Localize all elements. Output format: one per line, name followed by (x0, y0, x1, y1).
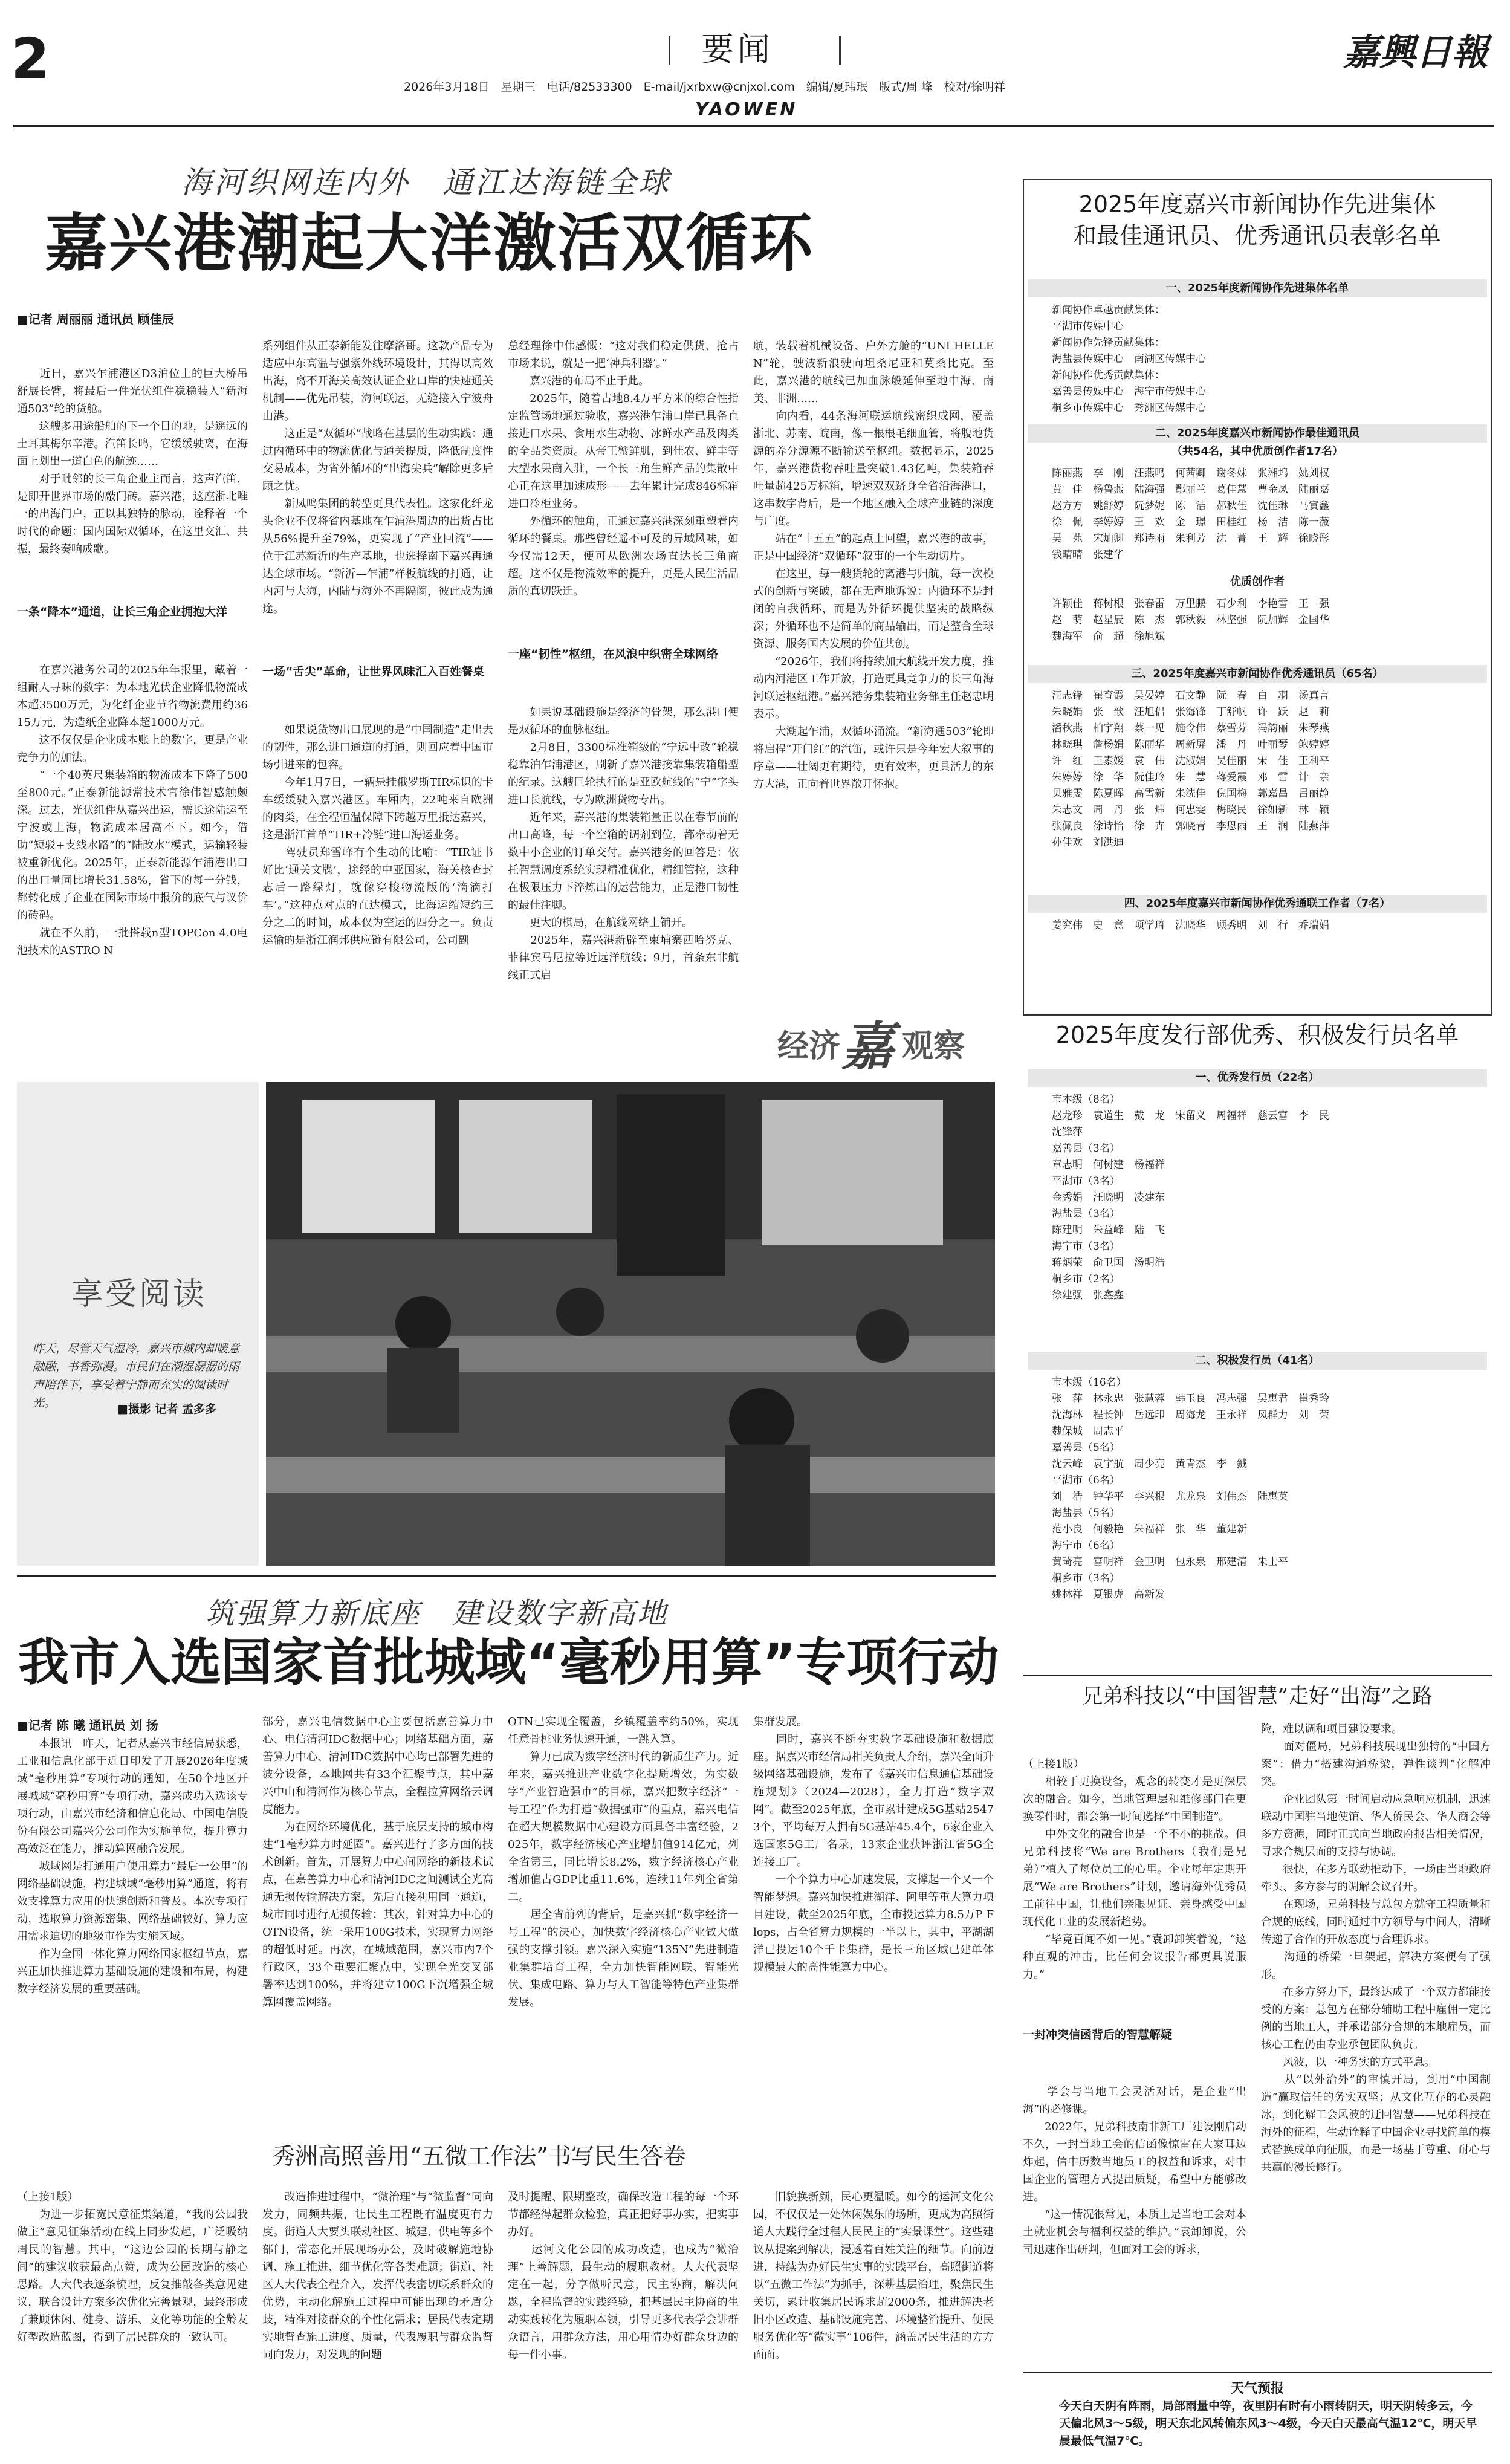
honor-section-3-body: 汪志锋 崔育霞 吴晏婷 石文静 阮 春 白 羽 汤真言 朱晓娟 张 歆 汪旭侣 张海锋 丁舒帆 许 跃 赵 莉 潘秋燕 柏宇翔 蔡一见 施令伟 蔡雪芬 冯韵丽 朱琴燕 林晓琪 詹杨娟 陈丽华 周新屏 潘 丹 叶丽琴 鲍婷婷 许 红 王素媛 袁 伟 沈淑娟 吴佳丽 宋 佳 王利平 朱婷婷 徐 华 阮佳玲 朱 慧 蒋爱霞 邓 雷 计 亲 贝雅雯 陈夏晖 高雪新 朱洗佳 倪国梅 郭嘉昌 吕丽静 朱志文 周 丹 张 炜 何忠雯 梅晓民 徐如新 林 颖 张佩良 徐诗怡 徐 卉 郭晓青 李恩雨 王 润 陆燕萍 孙佳欢 刘洪迪 (1052, 690, 1329, 849)
brothers-headline: 兄弟科技以“中国智慧”走好“出海”之路 (1082, 1684, 1433, 1708)
compute-kicker: 筑强算力新底座 建设数字新高地 (206, 1597, 669, 1630)
compute-column-1: 本报讯 昨天，记者从嘉兴市经信局获悉，工业和信息化部于近日印发了开展2026年度城域“毫秒用算”专项行动的通知，在50个地区开展城域“毫秒用算”专项行动，嘉兴成功入选该专项行动，由嘉兴市经济和信息化局、中国电信股份有限公司嘉兴分公司作为实施单位，提升算力高效泛在能力，推动算网融合发展。 城域网是打通用户使用算力“最后一公里”的网络基础设施，构建城域“毫秒用算”通道，将有效支撑算力应用的快速创新和普及。本次专项行动，选取算力资源密集、网络基础较好、算力应用需求迫切的地级市作为实施区域。 作为全国一体化算力网络国家枢纽节点，嘉兴正加快推进算力基础设施的建设和布局，构建数字经济发展的重要基础。 (17, 1737, 248, 1996)
honor-section-2-subtitle: （共54名，其中优质创作者17名） (1171, 445, 1344, 458)
distribution-section-2-body: 市本级（16名） 张 萍 林永忠 张慧蓉 韩玉良 冯志强 吴惠君 崔秀玲 沈海林 程长钟 岳远印 周海龙 王永祥 凤群力 刘 荣 魏保城 周志平 嘉善县（5名） 沈云峰 袁宇航 周少亮 黄青杰 李 銊 平湖市（6名） 刘 浩 钟华平 李兴根 尤龙泉 刘伟杰 陆惠英 海盐县（5名） 范小良 何毅艳 朱福祥 张 华 董建新 海宁市（6名） 黄琦亮 富明祥 金卫明 包永泉 邢建清 朱士平 桐乡市（3名） 姚林祥 夏银虎 高新发 (1052, 1376, 1329, 1601)
compute-headline: 我市入选国家首批城域“毫秒用算”专项行动 (18, 1633, 999, 1692)
distribution-section-1-body: 市本级（8名） 赵龙珍 袁道生 戴 龙 宋留义 周福祥 慈云富 李 民 沈锋萍 嘉善县（3名） 章志明 何树建 杨福祥 平湖市（3名） 金秀娟 汪晓明 凌建东 海盐县（3名） 陈建明 朱益峰 陆 飞 海宁市（3名） 蒋炳荣 俞卫国 汤明浩 桐乡市（2名） 徐建强 张鑫鑫 (1052, 1094, 1329, 1302)
library-reading-photo (266, 1082, 995, 1566)
distribution-title: 2025年度发行部优秀、积极发行员名单 (1055, 1022, 1459, 1048)
lead-col1b-text: 在嘉兴港务公司的2025年年报里，藏着一组耐人寻味的数字：为本地光伏企业降低物流成本超3500万元，为化纤企业节省物流费用约3615万元，为造纸企业降本超1000万元。 这不仅仅是企业成本账上的数字，更是产业竞争力的加法。 “一个40英尺集装箱的物流成本下降了500至800元。”正泰新能源常技术官徐伟智感触颇深。过去，光伏组件从嘉兴出运，需长途陆运至宁波或上海，物流成本居高不下。如今，借助“短驳+支线水路”的“陆改水”模式，运输轻装被重新优化。2025年，正泰新能源乍浦港出口的出口量同比增长31.58%，省下的每一分钱，都转化成了企业在国际市场中报价的底气与议价的砖码。 就在不久前，一批搭载n型TOPCon 4.0电池技术的ASTRO N (17, 664, 248, 957)
paper-name-logo: 嘉興日報 (1343, 31, 1488, 74)
masthead-rule (13, 125, 1494, 127)
photo-caption-text: 昨天，尽管天气湿冷，嘉兴市城内却暖意融融，书香弥漫。市民们在潮湿潺潺的雨声陪伴下，享受着宁静而充实的阅读时光。 (33, 1342, 240, 1410)
lead-col4-text: 航，装载着机械设备、户外方舱的“UNI HELLEN”轮，驶波新浪驶向坦桑尼亚和莫桑比克。至此，嘉兴港的航线已加血脉般延伸至地中海、南美、非洲…… 向内看，44条海河联运航线密织成网，覆盖浙北、苏南、皖南，像一根根毛细血管，将腹地货源的养分源源不断输送至枢纽。数据显示，2025年，嘉兴港货物吞吐量突破1.43亿吨，集装箱吞吐量超425万标箱，增速双双跻身全省沿海港口，这串数字背后，是一个地区融入全球产业链的深度与广度。 站在“十五五”的起点上回望，嘉兴港的故事，正是中国经济“双循环”叙事的一个生动切片。 在这里，每一艘货轮的离港与归航，每一次模式的创新与突破，都在无声地诉说：内循环不是封闭的自我循环，而是为外循环提供坚实的战略纵深；外循环也不是简单的商品输出，而是整合全球资源、服务国内发展的价值共创。 “2026年，我们将持续加大航线开发力度，推动内河港区工作开放，打造更具竞争力的长三角海河联运枢纽港。”嘉兴港务集装箱业务部主任赵忠明表示。 大潮起乍浦，双循环涌流。“新海通503”轮即将启程“开门红”的汽笛，或许只是今年宏大叙事的序章——壮阔更有期待，更有效率，更具活力的东方大港，正向着世界敞开怀抱。 (753, 340, 994, 791)
compute-column-3: OTN已实现全覆盖，乡镇覆盖率约50%，实现任意骨桩业务快速开通，一跳入算。 算力已成为数字经济时代的新质生产力。近年来，嘉兴推进产业数字化提质增效，为实数字“产业智造强市”的目标，嘉兴把数字经济“一号工程”作为打造“数据强市”的重点，嘉兴电信在超大规模数据中心建设方面具备丰富经验，2025年，数字经济核心产业增加值914亿元，列全省第三，同比增长8.2%，数字经济核心产业增加值占GDP比重11.6%，连续11年列全省第二。 居全省前列的背后，是嘉兴抓“数字经济一号工程”的决心，加快数字经济核心产业做大做强的支撑引领。嘉兴深入实施“135N”先进制造业集群培育工程，全力加快智能网联、智能光伏、集成电路、算力与人工智能等特色产业集群发展。 (508, 1716, 739, 2009)
section-title: 要闻 (701, 30, 774, 68)
photo-credit: ■摄影 记者 孟多多 (117, 1402, 217, 1416)
lead-column-3 (508, 302, 739, 1074)
honor-section-3-title: 三、2025年度嘉兴市新闻协作优秀通讯员（65名） (1028, 665, 1487, 683)
brothers-rule (1023, 1675, 1492, 1676)
honor-section-4-body: 姜究伟 史 意 项学琦 沈晓华 顾秀明 刘 行 乔瑞娟 (1052, 919, 1329, 932)
economy-logo-text-2: 嘉 (841, 1016, 893, 1077)
wuge-column-4: 旧貌换新颜，民心更温暖。如今的运河文化公园，不仅仅是一处休闲娱乐的场所，更成为高照街道人大践行全过程人民民主的“实景课堂”。这些建议从提案到解决，浸透着百姓关注的细节。向前迈进，持续为办好民生实事的实践平台，高照街道将以“五微工作法”为抓手，深耕基层治理，聚焦民生关切，累计收集居民诉求超2000条，推进解决老旧小区改造、基础设施完善、环境整治提升、便民服务优化等“微实事”106件，涵盖居民生活的方方面面。 (753, 2191, 994, 2361)
economy-logo-text-1: 经济 (777, 1028, 841, 1065)
honor-section-4-title: 四、2025年度嘉兴市新闻协作优秀通联工作者（7名） (1028, 895, 1487, 913)
weather-text: 今天白天阴有阵雨，局部雨量中等，夜里阴有时有小雨转阴天，明天阴转多云，今天偏北风3～5级，明天东北风转偏东风3～4级，今天白天最高气温12℃，明天早晨最低气温7℃。 (1059, 2399, 1477, 2448)
brothers-subhead: 一封冲突信函背后的智慧解疑 (1023, 2028, 1173, 2041)
lead-subhead-3: 一座“韧性”枢纽，在风浪中织密全球网络 (508, 647, 718, 661)
economy-logo-text-3: 观察 (902, 1028, 965, 1065)
wuge-column-2: 改造推进过程中，“微治理”与“微监督”同向发力，同频共振，让民生工程既有温度更有力度。街道人大要头联动社区、城建、供电等多个部门，常态化开展现场办公，及时破解施地协调、施工推进、细节优化等各类难题；街道、社区人大代表全程介入，发挥代表密切联系群众的优势，主动化解施工过程中可能出现的矛盾分歧，精准对接群众的个性化需求；居民代表定期实地督查施工进度、质量，代表履职与群众监督同向发力，对发现的问题 (262, 2191, 493, 2361)
honor-section-2-body: 陈丽燕 李 刚 汪燕鸣 何茜卿 谢冬妹 张湘坞 姚刘权 黄 佳 杨鲁燕 陆海强 鄢丽兰 葛佳慧 曹金凤 陆丽嘉 赵方方 姚舒婷 阮梦妮 陈 洁 郝秋佳 沈佳琳 马寅鑫 徐 佩 李婷婷 王 欢 金 璟 田桂红 杨 洁 陈一薇 吴 苑 宋灿卿 郑诗雨 朱利芳 沈 菁 王 辉 徐晓彤 钱晴晴 张建华 (1052, 467, 1329, 561)
lead-column-1 (17, 330, 248, 1074)
date-line: 2026年3月18日 星期三 电话/82533300 E-mail/jxrbxw@cnjxol.com 编辑/夏玮珉 版式/周 峰 校对/徐明祥 (404, 80, 1006, 94)
lead-col3b-text: 如果说基础设施是经济的骨架，那么港口便是双循环的血脉枢纽。 2月8日，3300标准箱级的“宁远中改”轮稳稳靠泊乍浦港区，刷新了嘉兴港接靠集装箱船型的纪录。这艘巨轮执行的是亚欧航线的“宁”字头进口长航线，专为欧洲货物专出。 近年来，嘉兴港的集装箱量正以在春节前的出口高峰，每一个空箱的调剂到位，都牵动着无数中小企业的订单交付。嘉兴港务的回答是：依托智慧调度系统实现精准优化，精细管控，这种在极限压力下淬炼出的运营能力，正是港口韧性的最佳注脚。 更大的棋局，在航线网络上铺开。 2025年，嘉兴港新辟至柬埔寨西哈努克、菲律宾马尼拉等近远洋航线；9月，首条东非航线正式启 (508, 706, 739, 982)
honor-section-1-title: 一、2025年度新闻协作先进集体名单 (1028, 279, 1487, 297)
wuge-column-3: 及时提醒、限期整改，确保改造工程的每一个环节都经得起群众检验，真正把好事办实，把实事办好。 运河文化公园的成功改造，也成为“微治理”上善解题，最生动的履职教材。人大代表坚定在一起，分享做听民意，民主协商，解决问题，全程监督的实践经验，把基层民主协商的生动实践转化为履职本领，引导更多代表学会讲群众语言，用群众方法，用心用情办好群众身边的每一件小事。 (508, 2191, 739, 2361)
honor-quality-title: 优质创作者 (1230, 575, 1285, 588)
honor-title-line-2: 和最佳通讯员、优秀通讯员表彰名单 (1073, 222, 1441, 249)
weather-title: 天气预报 (1230, 2381, 1284, 2396)
honor-title-line-1: 2025年度嘉兴市新闻协作先进集体 (1078, 191, 1436, 218)
weather-rule (1023, 2372, 1492, 2373)
lead-column-2 (262, 302, 493, 1074)
lead-kicker: 海河织网连内外 通江达海链全球 (181, 165, 671, 200)
photo-illustration (266, 1082, 995, 1566)
lead-subhead-1: 一条“降本”通道，让长三角企业拥抱大洋 (17, 605, 227, 618)
lead-byline: ■记者 周丽丽 通讯员 顾佳辰 (17, 312, 174, 326)
section-pinyin: YAOWEN (695, 99, 798, 120)
section-divider-right (839, 36, 841, 65)
wuge-headline: 秀洲高照善用“五微工作法”书写民生答卷 (272, 2143, 686, 2170)
lead-col1-text: 近日，嘉兴乍浦港区D3泊位上的巨大桥吊舒展长臂，将最后一件光伏组件稳稳装入“新海通503”轮的货舱。 这艘多用途船舶的下一个目的地，是遥远的土耳其梅尔辛港。汽笛长鸣，它缓缓驶离，在海面上划出一道白色的航迹…… 对于毗邻的长三角企业主而言，这声汽笛，是即开世界市场的敲门砖。嘉兴港，这座浙北唯一的出海门户，正以其独特的脉动，诠释着一个时代的命题：国内国际双循环，在这里交汇、共振，最终奏响成歌。 (17, 368, 248, 556)
brothers-column-2: 险，难以调和项目建设要求。 面对僵局，兄弟科技展现出独特的“中国方案”：借力“搭建沟通桥梁，弹性谈判”化解冲突。 企业团队第一时间启动应急响应机制，迅速联动中国驻当地使馆、华人侨民会、华人商会等多方资源，同时正式向当地政府报告相关情况，寻求合规层面的支持与协调。 很快，在多方联动推动下，一场由当地政府牵头、多方参与的调解会议召开。 在现场，兄弟科技与总包方就守工程质量和合规的底线，同时通过中方领导与中间人，清晰传递了合作的开放态度与合理诉求。 沟通的桥梁一旦架起，解决方案便有了强形。 在多方努力下，最终达成了一个双方都能接受的方案：总包方在部分辅助工程中雇佣一定比例的当地工人，并承诺部分合规的本地雇员，而核心工程仍由专业承包团队负责。 风波，以一种务实的方式平息。 从“以外治外”的审慎开局，到用“中国制造”赢取信任的务实双坚；从文化互存的心灵融冰，到化解工会风波的迂回智慧——兄弟科技在海外的征程，生动诠释了中国企业寻找简单的模式替换成单向征服，而是一场基于尊重、耐心与共赢的漫长修行。 (1261, 1723, 1491, 2174)
brothers-col1b-text: 学会与当地工会灵活对话，是企业“出海”的必修课。 2022年，兄弟科技南非新工厂建设刚启动不久，一封当地工会的信函像惊雷在大家耳边炸起，信中历数当地员工的权益和诉求，对中国企业的管理方式提出质疑，希望中方能够改进。 “这一情况很常见，本质上是当地工会对本土就业机会与福利权益的维护。”袁卸卸说，公司迅速作出研判，但面对工会的诉求， (1023, 2086, 1246, 2256)
photo-caption-box (17, 1082, 259, 1566)
distribution-section-2-title: 二、积极发行员（41名） (1028, 1352, 1487, 1370)
lead-col2-text: 系列组件从正泰新能发往摩洛哥。这款产品专为适应中东高温与强紫外线环境设计，其得以高效出海，离不开海关高效认证企业口岸的快速通关机制——优先吊装，海河联运，无缝接入宁波舟山港。 这正是“双循环”战略在基层的生动实践：通过内循环中的物流优化与通关提质，降低制度性交易成本，为省外循环的“出海尖兵”解除更多后顾之忧。 新凤鸣集团的转型更具代表性。这家化纤龙头企业不仅将省内基地在乍浦港周边的出货占比从56%提升至79%，更实现了“产业回流”——位于江苏新沂的生产基地，也选择南下嘉兴再通达全球市场。“新沂—乍浦”样板航线的打通，让内河与大海，内陆与海外不再隔阂，彼此成为通途。 (262, 340, 493, 615)
photo-caption-title: 享受阅读 (71, 1276, 207, 1312)
compute-column-4: 集群发展。 同时，嘉兴不断夯实数字基础设施和数据底座。据嘉兴市经信局相关负责人介绍，嘉兴全面升级网络基础设施，发布了《嘉兴市信息通信基础设施规划》（2024—2028），全力打造“数字双网”。截至2025年底，全市累计建成5G基站25473个，平均每万人拥有5G基站45.4个，6家企业入选国家5G工厂名录，13家企业获评浙江省5G全连接工厂。 一个个算力中心加速发展，支撑起一个又一个智能梦想。嘉兴加快推进湖洋、阿里等重大算力项目建设，截至2025年底，全市投运算力8.5万P Flops，占全省算力规模的一半以上，其中，平湖湖洋已投运10个千卡集群，是长三角区域已建单体规模最大的高性能算力中心。 (753, 1716, 994, 1974)
wuge-column-1: （上接1版） 为进一步拓宽民意征集渠道，“我的公园我做主”意见征集活动在线上同步发起，广泛吸纳周民的智慧。其中，“这边公园的长期与静之间”的建议收获最高点赞，成为公园改造的核心思路。人大代表逐条梳理，反复推敲各类意见建议，联合设计方案多次优化完善景观，最终形成了兼顾休闲、健身、游乐、文化等功能的全龄友好型改造蓝图，得到了居民群众的一致认可。 (17, 2191, 248, 2344)
brothers-column-1 (1023, 1720, 1246, 2364)
mid-page-rule (17, 1575, 996, 1577)
honor-section-1-body: 新闻协作卓越贡献集体： 平湖市传媒中心 新闻协作先锋贡献集体： 海盐县传媒中心 南湖区传媒中心 新闻协作优秀贡献集体： 嘉善县传媒中心 海宁市传媒中心 桐乡市传媒中心 秀洲区传媒中心 (1052, 304, 1206, 414)
brothers-col1-text: （上接1版） 相较于更换设备，观念的转变才是更深层次的融合。如今，当地管理层和维修部门在更换零件时，都会第一时间选择“中国制造”。 中外文化的融合也是一个不小的挑战。但兄弟科技将“We are Brothers（我们是兄弟）”植入了每位员工的心里。企业每年定期开展“We are Brothers”计划，邀请海外优秀员工前往中国，让他们亲眼见证、亲身感受中国现代化工业的发展新趋势。 “毕竟百闻不如一见。”袁卸卸笑着说，“这种直观的冲击，比任何会议报告都更具说服力。” (1023, 1758, 1246, 1981)
honor-section-2-title: 二、2025年度嘉兴市新闻协作最佳通讯员 (1028, 424, 1487, 443)
lead-headline: 嘉兴港潮起大洋激活双循环 (45, 206, 814, 280)
compute-byline: ■记者 陈 曦 通讯员 刘 扬 (17, 1718, 158, 1733)
section-divider-left (669, 36, 670, 65)
compute-column-2: 部分，嘉兴电信数据中心主要包括嘉善算力中心、电信清河IDC数据中心；网络基础方面，嘉善算力中心、清河IDC数据中心均已部署先进的波分设备，本地网共有33个汇聚节点，其中嘉兴中山和清河作为核心节点，全程拉算网络云调度能力。 为在网络环境优化，基于底层支持的城市构建“1毫秒算力时延圈”。嘉兴进行了多方面的技术创新。首先，开展算力中心间网络的新技术试点，在嘉善算力中心和清河IDC之间测试全光高通无损传输解决方案，先后直接利用同一通道，城市同时进行无损传输；其次，针对算力中心的OTN设备，统一采用100G技术，实现算力网络的超低时延。再次，在城域范围，嘉兴市内7个行政区，33个重要汇聚点中，实现全光交叉部署率达到100%，并将建立100G下沉增强全城算网覆盖网络。 (262, 1716, 493, 2009)
page-number: 2 (11, 27, 50, 91)
lead-col2b-text: 如果说货物出口展现的是“中国制造”走出去的韧性，那么进口通道的打通，则回应着中国市场引进来的包容。 今年1月7日，一辆悬挂俄罗斯TIR标识的卡车缓缓驶入嘉兴港区。车厢内，22吨来自欧洲的肉类，在全程恒温保障下跨越万里抵达嘉兴，这是浙江首单“TIR+冷链”进口海运业务。 驾驶员郑雪峰有个生动的比喻：“TIR证书好比‘通关文牒’，途经的中亚国家，海关核查封志后一路绿灯，就像穿梭物流版的‘滴滴打车’。”这种点对点的直达模式，比海运缩短约三分之二的时间，成本仅为空运的四分之一。负责运输的是浙江润邦供应链有限公司，公司副 (262, 724, 493, 947)
lead-subhead-2: 一场“舌尖”革命，让世界风味汇入百姓餐桌 (262, 665, 484, 678)
honor-quality-body: 许颖佳 蒋树根 张春雷 万里鹏 石少利 李艳雪 王 强 赵 萌 赵星辰 陈 杰 郭秋毅 林坚强 阮加辉 金国华 魏海军 俞 超 徐旭斌 (1052, 598, 1329, 643)
lead-col3-text: 总经理徐中伟感慨：“这对我们稳定供货、抢占市场来说，就是一把‘神兵利器’。” 嘉兴港的布局不止于此。 2025年，随着占地8.4万平方米的综合性指定监管场地通过验收，嘉兴港乍浦口岸已具备直接进口水果、食用水生动物、冰鲜水产品及肉类的全品类资质。从帝王蟹鲜肌，到佳农、鲜丰等大型水果商入驻，一个长三角生鲜产品的集散中心正在这里加速成形——去年累计完成846标箱进口冷柜业务。 外循环的触角，正通过嘉兴港深刻重塑着内循环的餐桌。那些曾经遥不可及的异域风味，如今仅需12天，便可从欧洲农场直达长三角商超。这不仅是物流效率的提升，更是人民生活品质的真切跃迁。 (508, 340, 739, 598)
distribution-section-1-title: 一、优秀发行员（22名） (1028, 1069, 1487, 1087)
economy-observation-logo (777, 1005, 983, 1077)
lead-column-4 (753, 302, 994, 997)
